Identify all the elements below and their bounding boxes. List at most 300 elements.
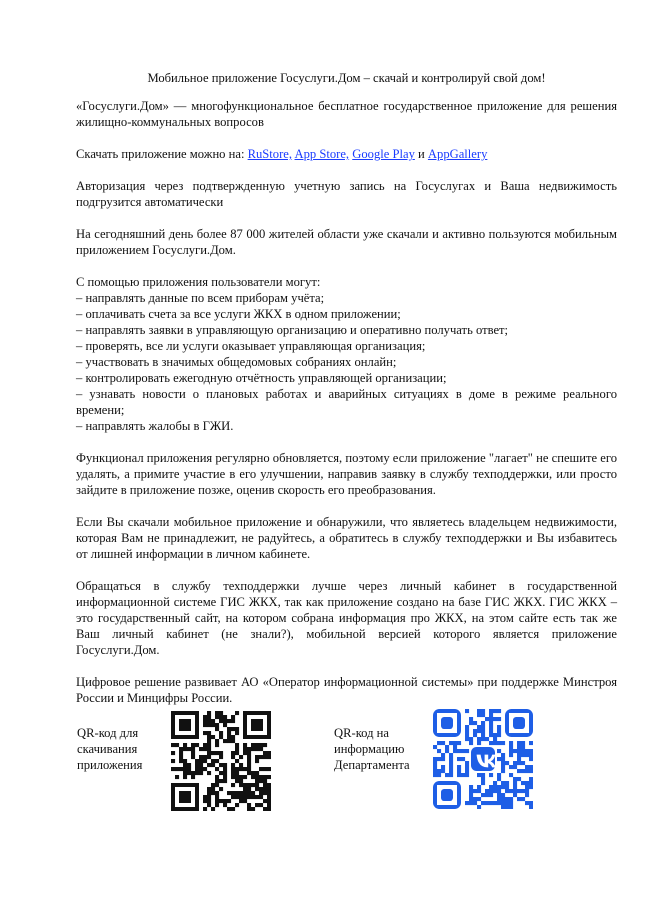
qr-module — [525, 789, 529, 793]
qr-module — [505, 797, 509, 801]
qr-module — [517, 757, 521, 761]
qr-finder-pattern — [441, 717, 453, 729]
qr-module — [219, 719, 223, 723]
qr-module — [449, 769, 453, 773]
qr-module — [517, 745, 521, 749]
qr-module — [207, 791, 211, 795]
qr-module — [203, 759, 207, 763]
qr-module — [267, 787, 271, 791]
qr-module — [267, 803, 271, 807]
qr-module — [481, 709, 485, 713]
qr-module — [465, 801, 469, 805]
qr-module — [207, 715, 211, 719]
app-qr-image — [171, 711, 271, 811]
qr-module — [517, 797, 521, 801]
qr-module — [239, 763, 243, 767]
qr-module — [179, 755, 183, 759]
qr-module — [247, 803, 251, 807]
qr-module — [489, 801, 493, 805]
qr-finder-pattern — [251, 719, 263, 731]
qr-module — [235, 775, 239, 779]
qr-module — [259, 803, 263, 807]
qr-module — [449, 765, 453, 769]
qr-module — [493, 737, 497, 741]
qr-module — [191, 755, 195, 759]
qr-module — [469, 785, 473, 789]
qr-module — [529, 805, 533, 809]
qr-module — [521, 761, 525, 765]
qr-module — [481, 725, 485, 729]
qr-module — [183, 743, 187, 747]
qr-module — [243, 767, 247, 771]
qr-module — [509, 801, 513, 805]
qr-module — [489, 741, 493, 745]
qr-module — [529, 749, 533, 753]
qr-module — [211, 723, 215, 727]
qr-module — [525, 749, 529, 753]
qr-module — [497, 789, 501, 793]
qr-module — [195, 763, 199, 767]
qr-module — [231, 791, 235, 795]
qr-module — [255, 787, 259, 791]
qr-module — [449, 757, 453, 761]
qr-module — [501, 757, 505, 761]
stats-paragraph: На сегодняшний день более 87 000 жителей области уже скачали и активно пользуются мобильным приложением Госуслуги.Дом. — [76, 227, 617, 257]
qr-module — [259, 795, 263, 799]
qr-module — [215, 775, 219, 779]
qr-module — [497, 797, 501, 801]
qr-module — [477, 729, 481, 733]
qr-module — [195, 771, 199, 775]
qr-module — [231, 755, 235, 759]
qr-module — [251, 743, 255, 747]
qr-module — [263, 751, 267, 755]
qr-module — [437, 741, 441, 745]
qr-module — [223, 723, 227, 727]
qr-module — [239, 755, 243, 759]
qr-module — [513, 789, 517, 793]
qr-module — [195, 743, 199, 747]
qr-module — [211, 783, 215, 787]
qr-module — [255, 747, 259, 751]
qr-module — [223, 775, 227, 779]
qr-module — [247, 751, 251, 755]
qr-module — [239, 791, 243, 795]
qr-module — [437, 773, 441, 777]
qr-module — [529, 765, 533, 769]
qr-module — [215, 711, 219, 715]
qr-module — [457, 773, 461, 777]
qr-module — [453, 749, 457, 753]
qr-module — [477, 773, 481, 777]
qr-module — [235, 803, 239, 807]
qr-module — [199, 771, 203, 775]
qr-module — [231, 783, 235, 787]
qr-module — [215, 743, 219, 747]
qr-module — [235, 747, 239, 751]
qr-module — [203, 767, 207, 771]
qr-module — [485, 793, 489, 797]
qr-module — [449, 773, 453, 777]
qr-module — [259, 779, 263, 783]
qr-module — [215, 739, 219, 743]
qr-module — [509, 745, 513, 749]
qr-module — [251, 791, 255, 795]
qr-module — [457, 757, 461, 761]
qr-module — [477, 797, 481, 801]
qr-module — [433, 757, 437, 761]
qr-module — [441, 769, 445, 773]
qr-module — [195, 759, 199, 763]
qr-module — [485, 789, 489, 793]
qr-module — [251, 771, 255, 775]
qr-module — [465, 773, 469, 777]
qr-module — [255, 759, 259, 763]
qr-module — [215, 779, 219, 783]
qr-module — [219, 731, 223, 735]
features-intro: С помощью приложения пользователи могут: — [76, 275, 321, 289]
qr-module — [497, 785, 501, 789]
qr-module — [477, 709, 481, 713]
qr-module — [437, 769, 441, 773]
qr-section — [0, 708, 650, 808]
qr-module — [203, 723, 207, 727]
qr-module — [207, 755, 211, 759]
qr-module — [231, 807, 235, 811]
qr-module — [473, 733, 477, 737]
qr-module — [457, 769, 461, 773]
dept-qr-image — [433, 709, 533, 809]
qr-module — [199, 767, 203, 771]
qr-module — [521, 769, 525, 773]
qr-module — [473, 729, 477, 733]
qr-module — [445, 745, 449, 749]
qr-module — [481, 777, 485, 781]
qr-module — [223, 715, 227, 719]
qr-module — [223, 779, 227, 783]
qr-module — [501, 753, 505, 757]
qr-module — [179, 747, 183, 751]
qr-module — [183, 771, 187, 775]
qr-module — [263, 783, 267, 787]
qr-module — [227, 799, 231, 803]
download-and: и — [414, 147, 428, 161]
qr-module — [493, 709, 497, 713]
qr-module — [509, 773, 513, 777]
qr-module — [529, 785, 533, 789]
qr-module — [501, 793, 505, 797]
qr-module — [473, 721, 477, 725]
qr-module — [235, 771, 239, 775]
qr-module — [489, 785, 493, 789]
qr-module — [227, 791, 231, 795]
qr-module — [235, 779, 239, 783]
qr-module — [267, 795, 271, 799]
qr-module — [465, 737, 469, 741]
qr-module — [461, 773, 465, 777]
qr-module — [207, 795, 211, 799]
qr-module — [497, 773, 501, 777]
qr-module — [231, 795, 235, 799]
app-qr-label: QR-код для скачивания приложения — [77, 726, 143, 772]
qr-module — [251, 795, 255, 799]
qr-module — [219, 771, 223, 775]
qr-module — [465, 749, 469, 753]
qr-module — [521, 797, 525, 801]
qr-module — [235, 795, 239, 799]
qr-module — [449, 741, 453, 745]
qr-module — [465, 765, 469, 769]
qr-module — [219, 799, 223, 803]
qr-module — [179, 767, 183, 771]
qr-module — [247, 791, 251, 795]
qr-module — [517, 777, 521, 781]
qr-module — [493, 789, 497, 793]
qr-module — [187, 771, 191, 775]
qr-module — [449, 761, 453, 765]
qr-module — [243, 791, 247, 795]
qr-module — [179, 759, 183, 763]
qr-module — [509, 749, 513, 753]
qr-module — [227, 731, 231, 735]
qr-module — [525, 765, 529, 769]
qr-module — [223, 803, 227, 807]
qr-module — [203, 755, 207, 759]
qr-module — [207, 743, 211, 747]
qr-module — [501, 761, 505, 765]
qr-module — [211, 791, 215, 795]
qr-module — [513, 785, 517, 789]
qr-module — [263, 775, 267, 779]
qr-module — [477, 737, 481, 741]
qr-module — [203, 719, 207, 723]
qr-module — [477, 741, 481, 745]
qr-module — [489, 733, 493, 737]
qr-module — [251, 807, 255, 811]
qr-module — [441, 765, 445, 769]
qr-module — [259, 743, 263, 747]
qr-module — [203, 747, 207, 751]
qr-module — [497, 733, 501, 737]
qr-module — [497, 717, 501, 721]
qr-module — [255, 743, 259, 747]
qr-module — [231, 775, 235, 779]
download-paragraph — [76, 146, 617, 162]
qr-module — [239, 799, 243, 803]
qr-module — [199, 747, 203, 751]
qr-module — [203, 715, 207, 719]
qr-module — [267, 755, 271, 759]
qr-module — [187, 747, 191, 751]
qr-module — [489, 721, 493, 725]
qr-module — [247, 787, 251, 791]
qr-module — [207, 799, 211, 803]
qr-module — [509, 789, 513, 793]
qr-module — [219, 711, 223, 715]
qr-module — [207, 747, 211, 751]
qr-module — [481, 713, 485, 717]
qr-module — [227, 807, 231, 811]
qr-module — [445, 773, 449, 777]
qr-module — [501, 785, 505, 789]
qr-module — [477, 713, 481, 717]
qr-module — [529, 757, 533, 761]
qr-module — [215, 783, 219, 787]
qr-module — [513, 765, 517, 769]
qr-module — [195, 767, 199, 771]
qr-module — [501, 781, 505, 785]
qr-module — [517, 789, 521, 793]
qr-module — [505, 785, 509, 789]
qr-module — [481, 773, 485, 777]
qr-module — [219, 755, 223, 759]
qr-module — [509, 753, 513, 757]
qr-module — [263, 767, 267, 771]
rustore-link[interactable]: RuStore, — [247, 147, 293, 161]
qr-module — [207, 787, 211, 791]
qr-module — [175, 775, 179, 779]
qr-module — [215, 751, 219, 755]
qr-module — [203, 743, 207, 747]
qr-module — [231, 727, 235, 731]
qr-module — [497, 741, 501, 745]
qr-module — [521, 753, 525, 757]
googleplay-link[interactable]: Google Play — [352, 147, 415, 161]
qr-module — [469, 741, 473, 745]
qr-module — [231, 751, 235, 755]
qr-module — [207, 731, 211, 735]
qr-module — [207, 739, 211, 743]
qr-module — [453, 741, 457, 745]
qr-module — [473, 801, 477, 805]
qr-module — [231, 771, 235, 775]
qr-module — [509, 805, 513, 809]
qr-module — [263, 791, 267, 795]
qr-module — [207, 711, 211, 715]
qr-module — [231, 739, 235, 743]
list-item: – участвовать в значимых общедомовых собраниях онлайн; — [76, 355, 397, 369]
appstore-link[interactable]: App Store, — [294, 147, 350, 161]
qr-module — [251, 747, 255, 751]
qr-module — [175, 767, 179, 771]
qr-module — [191, 775, 195, 779]
qr-module — [207, 735, 211, 739]
qr-module — [199, 763, 203, 767]
qr-module — [525, 769, 529, 773]
qr-module — [517, 753, 521, 757]
qr-module — [437, 749, 441, 753]
qr-module — [259, 775, 263, 779]
qr-module — [497, 709, 501, 713]
qr-module — [485, 737, 489, 741]
qr-module — [473, 789, 477, 793]
qr-module — [267, 775, 271, 779]
qr-module — [263, 755, 267, 759]
qr-module — [263, 787, 267, 791]
qr-module — [449, 753, 453, 757]
qr-module — [199, 759, 203, 763]
qr-module — [215, 767, 219, 771]
qr-module — [231, 767, 235, 771]
qr-module — [207, 763, 211, 767]
qr-module — [247, 747, 251, 751]
qr-module — [211, 735, 215, 739]
qr-module — [211, 763, 215, 767]
qr-module — [489, 793, 493, 797]
qr-module — [179, 751, 183, 755]
qr-module — [231, 715, 235, 719]
qr-module — [433, 745, 437, 749]
qr-module — [247, 783, 251, 787]
qr-module — [481, 729, 485, 733]
qr-module — [251, 775, 255, 779]
list-item: – оплачивать счета за все услуги ЖКХ в одном приложении; — [76, 307, 401, 321]
qr-module — [521, 749, 525, 753]
appgallery-link[interactable]: AppGallery — [427, 147, 488, 161]
qr-module — [509, 797, 513, 801]
qr-module — [183, 747, 187, 751]
qr-module — [187, 763, 191, 767]
list-item: – узнавать новости о плановых работах и аварийных ситуациях в доме в режиме реального времени; — [76, 387, 617, 417]
qr-module — [457, 749, 461, 753]
qr-module — [223, 739, 227, 743]
qr-module — [501, 765, 505, 769]
qr-module — [235, 791, 239, 795]
qr-module — [509, 765, 513, 769]
qr-module — [493, 781, 497, 785]
qr-module — [247, 759, 251, 763]
qr-module — [493, 741, 497, 745]
qr-module — [489, 709, 493, 713]
qr-module — [517, 741, 521, 745]
qr-module — [517, 769, 521, 773]
qr-module — [485, 717, 489, 721]
qr-module — [441, 757, 445, 761]
qr-module — [469, 717, 473, 721]
dept-qr-label: QR-код на информацию Департамента — [334, 726, 410, 772]
qr-module — [505, 761, 509, 765]
qr-module — [171, 759, 175, 763]
qr-module — [267, 807, 271, 811]
list-item: – контролировать ежегодную отчётность управляющей организации; — [76, 371, 447, 385]
qr-finder-pattern — [179, 719, 191, 731]
qr-module — [489, 713, 493, 717]
qr-module — [259, 791, 263, 795]
qr-module — [481, 737, 485, 741]
qr-module — [255, 783, 259, 787]
qr-module — [235, 767, 239, 771]
qr-module — [219, 779, 223, 783]
qr-module — [243, 787, 247, 791]
qr-module — [505, 781, 509, 785]
qr-finder-pattern — [441, 789, 453, 801]
qr-module — [171, 743, 175, 747]
dept-qr-code[interactable] — [433, 709, 533, 809]
app-qr-code[interactable] — [171, 711, 271, 811]
qr-module — [529, 741, 533, 745]
qr-module — [493, 801, 497, 805]
qr-module — [461, 757, 465, 761]
qr-module — [255, 775, 259, 779]
qr-module — [203, 731, 207, 735]
qr-module — [529, 781, 533, 785]
qr-module — [191, 747, 195, 751]
qr-module — [259, 767, 263, 771]
qr-module — [219, 787, 223, 791]
qr-module — [529, 801, 533, 805]
qr-module — [457, 765, 461, 769]
qr-module — [219, 751, 223, 755]
